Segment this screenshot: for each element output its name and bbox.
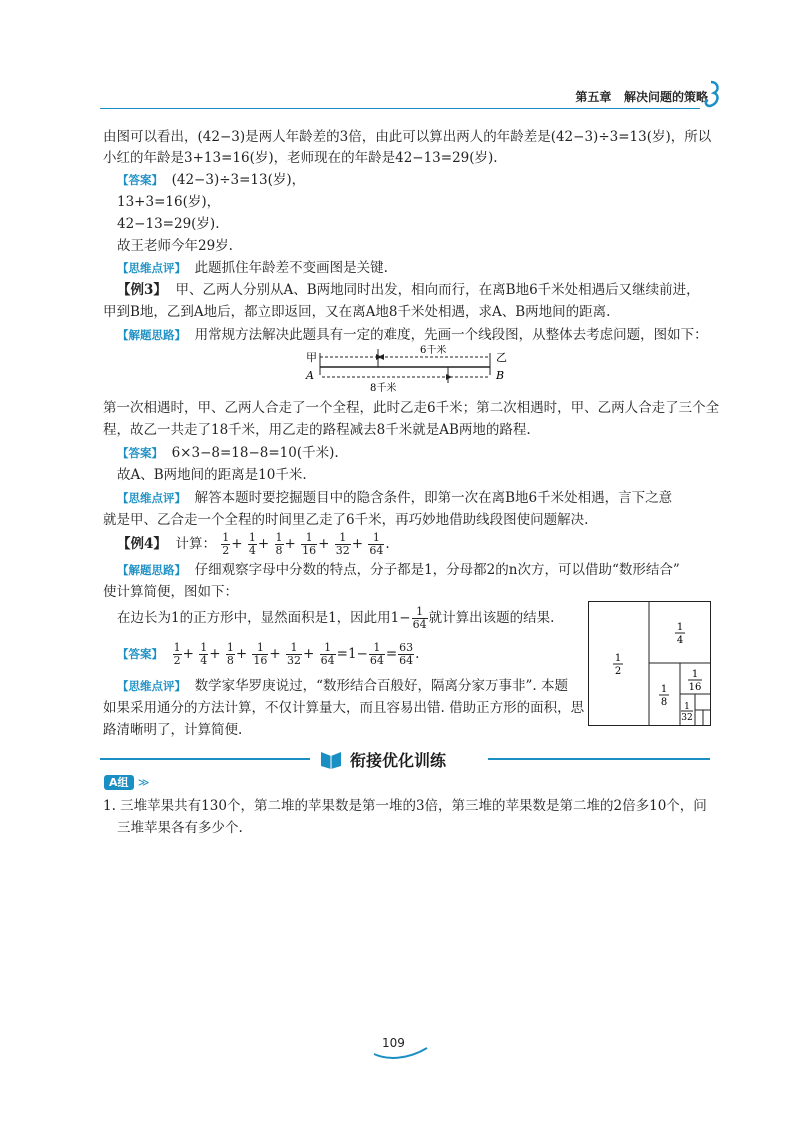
- solution-block: 【解题思路】 仔细观察字母中分数的特点，分子都是1，分母都2的n次方，可以借助“数形结合”: [117, 562, 680, 578]
- text-line: 由图可以看出，(42−3)是两人年龄差的3倍，由此可以算出两人的年龄差是(42−3)÷3=13(岁)，所以: [103, 129, 712, 145]
- fraction: $\frac{1}{64}$: [320, 641, 335, 667]
- example-4: 【例4】 计算： $\frac{1}{2}$ + $\frac{1}{4}$ + $\frac{1}{8}$ + $\frac{1}{16}$ + $\frac{1}{32}$ + $\frac{1}{64}$ .: [117, 531, 390, 557]
- chevron-right-icon: ≫: [137, 776, 150, 789]
- group-label: A组 ≫: [104, 774, 149, 790]
- text-line: 程，故乙一共走了18千米，用乙走的路程减去8千米就是AB两地的路程.: [103, 422, 531, 438]
- frac-label: 1: [660, 684, 668, 695]
- answer-block: 【答案】 $\frac{1}{2}$ + $\frac{1}{4}$ + $\frac{1}{8}$ + $\frac{1}{16}$ + $\frac{1}{32}$ + $\frac{1}{64}$ =1− $\frac{1}{64}$ = $\frac{63}{64}$ .: [117, 641, 420, 667]
- text-line: 就是甲、乙合走一个全程的时间里乙走了6千米，再巧妙地借助线段图使问题解决.: [103, 512, 589, 528]
- comment-block: 【思维点评】 解答本题时要挖掘题目中的隐含条件，即第一次在离B地6千米处相遇，言下之意: [117, 490, 673, 506]
- comment-block: 【思维点评】 数学家华罗庚说过，“数形结合百般好，隔离分家万事非”. 本题: [117, 678, 568, 694]
- text-line: 42−13=29(岁).: [117, 216, 220, 232]
- frac-label: 2: [614, 666, 622, 677]
- text-line: 甲到B地，乙到A地后，都立即返回，又在离A地8千米处相遇，求A、B两地间的距离.: [103, 304, 611, 320]
- example-3: 【例3】 甲、乙两人分别从A、B两地同时出发，相向而行，在离B地6千米处相遇后又继续前进，: [117, 282, 700, 298]
- fraction: $\frac{1}{2}$: [222, 531, 230, 557]
- frac-label: 1: [691, 669, 699, 680]
- fraction: $\frac{63}{64}$: [399, 641, 414, 667]
- frac-label: 32: [681, 713, 693, 723]
- fraction: $\frac{1}{2}$: [173, 641, 181, 667]
- fraction: $\frac{1}{4}$: [200, 641, 208, 667]
- frac-label: 1: [684, 702, 690, 712]
- frac-label: 1: [676, 622, 684, 633]
- text-line: 如果采用通分的方法计算，不仅计算量大，而且容易出错. 借助正方形的面积，思: [103, 700, 585, 716]
- frac-label: 16: [688, 682, 702, 693]
- text-line: 路清晰明了，计算简便.: [103, 722, 243, 738]
- square-area-diagram: [588, 601, 712, 727]
- label-8km: 8千米: [370, 383, 397, 394]
- solution-block: 【解题思路】 用常规方法解决此题具有一定的难度，先画一个线段图，从整体去考虑问题，图如下：: [117, 327, 708, 343]
- text-line: 故A、B两地间的距离是10千米.: [117, 467, 307, 483]
- fraction: $\frac{1}{32}$: [335, 531, 350, 557]
- section-title: 衔接优化训练: [350, 751, 447, 770]
- fraction: $\frac{1}{64}$: [369, 641, 384, 667]
- answer-block: 【答案】 (42−3)÷3=13(岁)，: [117, 172, 306, 188]
- page-wave-icon: [372, 1046, 432, 1060]
- fraction: $\frac{1}{32}$: [287, 641, 302, 667]
- frac-label: 4: [676, 635, 684, 646]
- fraction: $\frac{1}{8}$: [226, 641, 234, 667]
- section-rule-left: [100, 758, 310, 760]
- fraction: $\frac{1}{4}$: [248, 531, 256, 557]
- label-jia: 甲: [306, 351, 317, 364]
- text-line: 使计算简便，图如下：: [103, 584, 238, 600]
- text-line: 13+3=16(岁)，: [117, 194, 221, 210]
- seahorse-icon: [700, 80, 722, 108]
- text-line: 三堆苹果各有多少个.: [117, 820, 243, 836]
- book-icon: [318, 746, 344, 770]
- text-line: 第一次相遇时，甲、乙两人合走了一个全程，此时乙走6千米；第二次相遇时，甲、乙两人合走了三个全: [103, 400, 720, 416]
- line-segment-diagram: [300, 345, 520, 395]
- label-yi: 乙: [496, 351, 507, 364]
- fraction: $\frac{1}{8}$: [275, 531, 283, 557]
- label-A: A: [306, 369, 314, 382]
- question-1: 1. 三堆苹果共有130个，第二堆的苹果数是第一堆的3倍，第三堆的苹果数是第二堆的2倍多10个，问: [103, 798, 707, 814]
- fraction: $\frac{1}{64}$: [412, 605, 427, 631]
- text-line: 小红的年龄是3+13=16(岁)，老师现在的年龄是42−13=29(岁).: [103, 150, 498, 166]
- fraction: $\frac{1}{16}$: [253, 641, 268, 667]
- frac-label: 1: [614, 653, 622, 664]
- answer-block: 【答案】 6×3−8=18−8=10(千米).: [117, 445, 339, 461]
- text-line: 故王老师今年29岁.: [117, 238, 233, 254]
- section-rule-right: [488, 758, 710, 760]
- label-6km: 6千米: [420, 345, 447, 356]
- header-rule: [100, 108, 700, 109]
- fraction: $\frac{1}{16}$: [302, 531, 317, 557]
- fraction: $\frac{1}{64}$: [369, 531, 384, 557]
- page-number: 109: [382, 1036, 405, 1050]
- chapter-header: 第五章 解决问题的策略: [575, 90, 708, 104]
- frac-label: 8: [660, 697, 668, 708]
- comment-block: 【思维点评】 此题抓住年龄差不变画图是关键.: [117, 260, 388, 276]
- label-B: B: [496, 369, 505, 382]
- text-line: 在边长为1的正方形中，显然面积是1，因此用1− $\frac{1}{64}$ 就计算出该题的结果.: [117, 605, 555, 631]
